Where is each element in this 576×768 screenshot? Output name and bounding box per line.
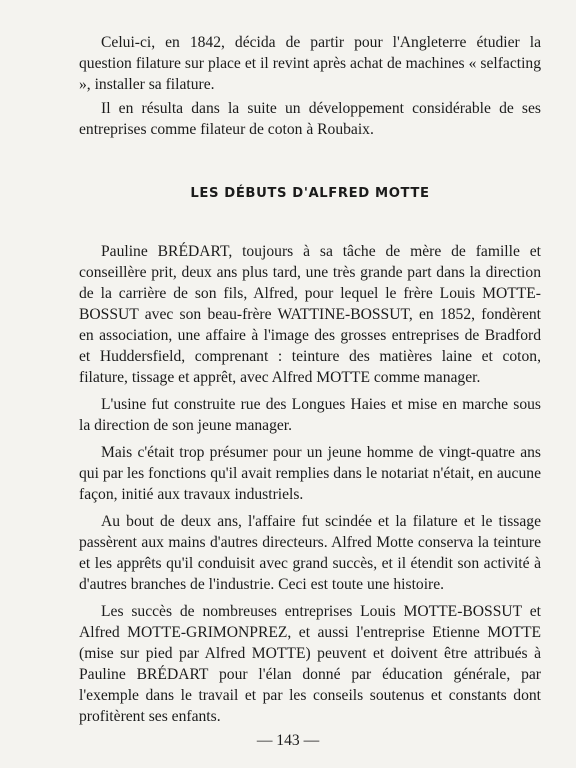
paragraph: L'usine fut construite rue des Longues Haies et mise en marche sous la direction de son jeune manager. <box>79 396 541 434</box>
paragraph: Au bout de deux ans, l'affaire fut scindée et la filature et le tissage passèrent aux mains d'autres directeurs. Alfred Motte conserva la teinture et les apprêts qu'il conduisit avec grand succès, et il étendit son activité à d'autres branches de l'industrie. Ceci est toute une histoire. <box>79 513 541 593</box>
section-body <box>79 241 541 727</box>
section-heading: LES DÉBUTS D'ALFRED MOTTE <box>190 186 430 201</box>
paragraph: Les succès de nombreuses entreprises Louis MOTTE-BOSSUT et Alfred MOTTE-GRIMONPREZ, et aussi l'entreprise Etienne MOTTE (mise sur pied par Alfred MOTTE) peuvent et doivent être attribués à Pauline BRÉDART pour l'élan donné par éducation générale, par l'exemple dans le travail et par les conseils soutenus et constants dont profitèrent ses enfants. <box>79 603 541 725</box>
intro-text <box>79 32 541 140</box>
page-number: — 143 — <box>256 732 320 749</box>
paragraph: Pauline BRÉDART, toujours à sa tâche de mère de famille et conseillère prit, deux ans plus tard, une très grande part dans la direction de la carrière de son fils, Alfred, pour lequel le frère Louis MOTTE-BOSSUT avec son beau-frère WATTINE-BOSSUT, en 1852, fondèrent en association, une affaire à l'image des grosses entreprises de Bradford et Huddersfield, comprenant : teinture des matières laine et coton, filature, tissage et apprêt, avec Alfred MOTTE comme manager. <box>79 243 541 386</box>
paragraph: Celui-ci, en 1842, décida de partir pour l'Angleterre étudier la question filature sur place et il revint après achat de machines « selfacting », installer sa filature. <box>79 34 541 93</box>
paragraph: Mais c'était trop présumer pour un jeune homme de vingt-quatre ans qui par les fonctions qu'il avait remplies dans le notariat n'était, en aucune façon, initié aux travaux industriels. <box>79 444 541 503</box>
paragraph: Il en résulta dans la suite un développement considérable de ses entreprises comme filateur de coton à Roubaix. <box>79 100 541 138</box>
